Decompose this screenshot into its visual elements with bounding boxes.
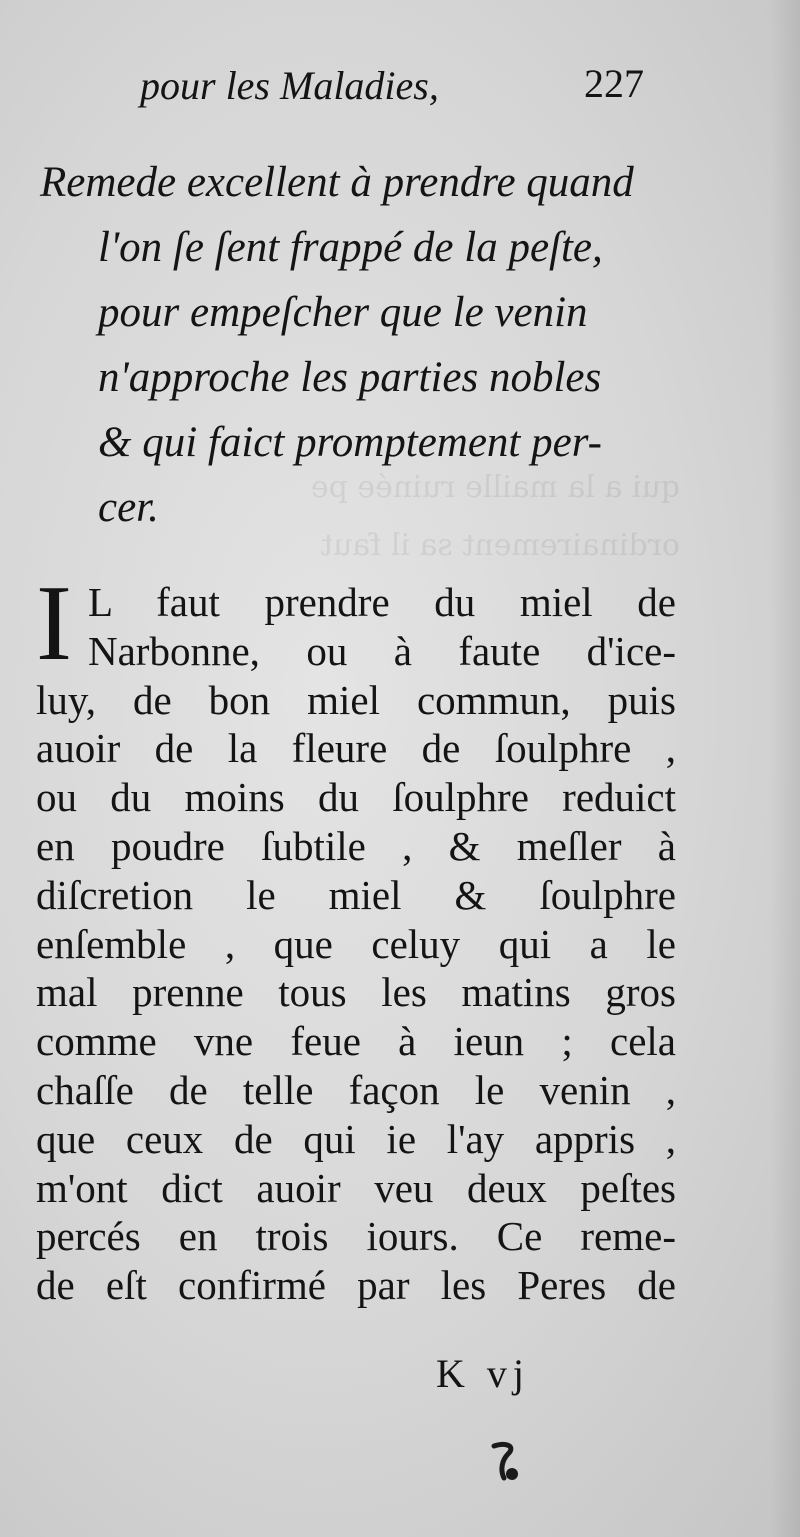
page-number: 227	[584, 61, 644, 106]
heading-line: & qui faict promptement per-	[98, 419, 602, 466]
body-line: mal prenne tous les matins gros	[36, 969, 676, 1016]
show-through-text: ordinairement sa il faut	[320, 528, 680, 563]
heading-line: Remede excellent à prendre quand	[40, 159, 634, 206]
body-text	[36, 578, 676, 1310]
page-gutter-shadow	[770, 0, 800, 1537]
drop-capital: I	[36, 564, 72, 683]
body-line: chaſſe de telle façon le venin ,	[36, 1066, 676, 1113]
body-line: m'ont dict auoir veu deux peſtes	[36, 1164, 676, 1211]
body-line: enſemble , que celuy qui a le	[36, 920, 676, 967]
heading-line: cer.	[98, 484, 159, 531]
body-line: auoir de la fleure de ſoulphre ,	[36, 725, 676, 772]
section-heading	[40, 150, 680, 540]
running-title: pour les Maladies,	[140, 63, 439, 108]
show-through-text: qui a la maille ruinée pe	[310, 470, 680, 505]
body-line: en poudre ſubtile , & meſler à	[36, 822, 676, 869]
signature-mark: K vj	[436, 1351, 530, 1396]
body-line: Narbonne, ou à faute d'ice-	[88, 627, 676, 674]
body-line: ou du moins du ſoulphre reduict	[36, 774, 676, 821]
body-line: diſcretion le miel & ſoulphre	[36, 871, 676, 918]
body-line: percés en trois iours. Ce reme-	[36, 1213, 676, 1260]
body-line: L faut prendre du miel de	[88, 579, 676, 625]
heading-line: pour empeſcher que le venin	[98, 289, 588, 336]
ink-blot-ornament	[486, 1440, 536, 1490]
body-line: de eſt confirmé par les Peres de	[36, 1262, 676, 1309]
body-line: comme vne feue à ieun ; cela	[36, 1018, 676, 1065]
body-line: que ceux de qui ie l'ay appris ,	[36, 1115, 676, 1162]
heading-line: l'on ſe ſent frappé de la peſte,	[98, 224, 603, 271]
body-line: luy, de bon miel commun, puis	[36, 676, 676, 723]
heading-line: n'approche les parties nobles	[98, 354, 602, 401]
